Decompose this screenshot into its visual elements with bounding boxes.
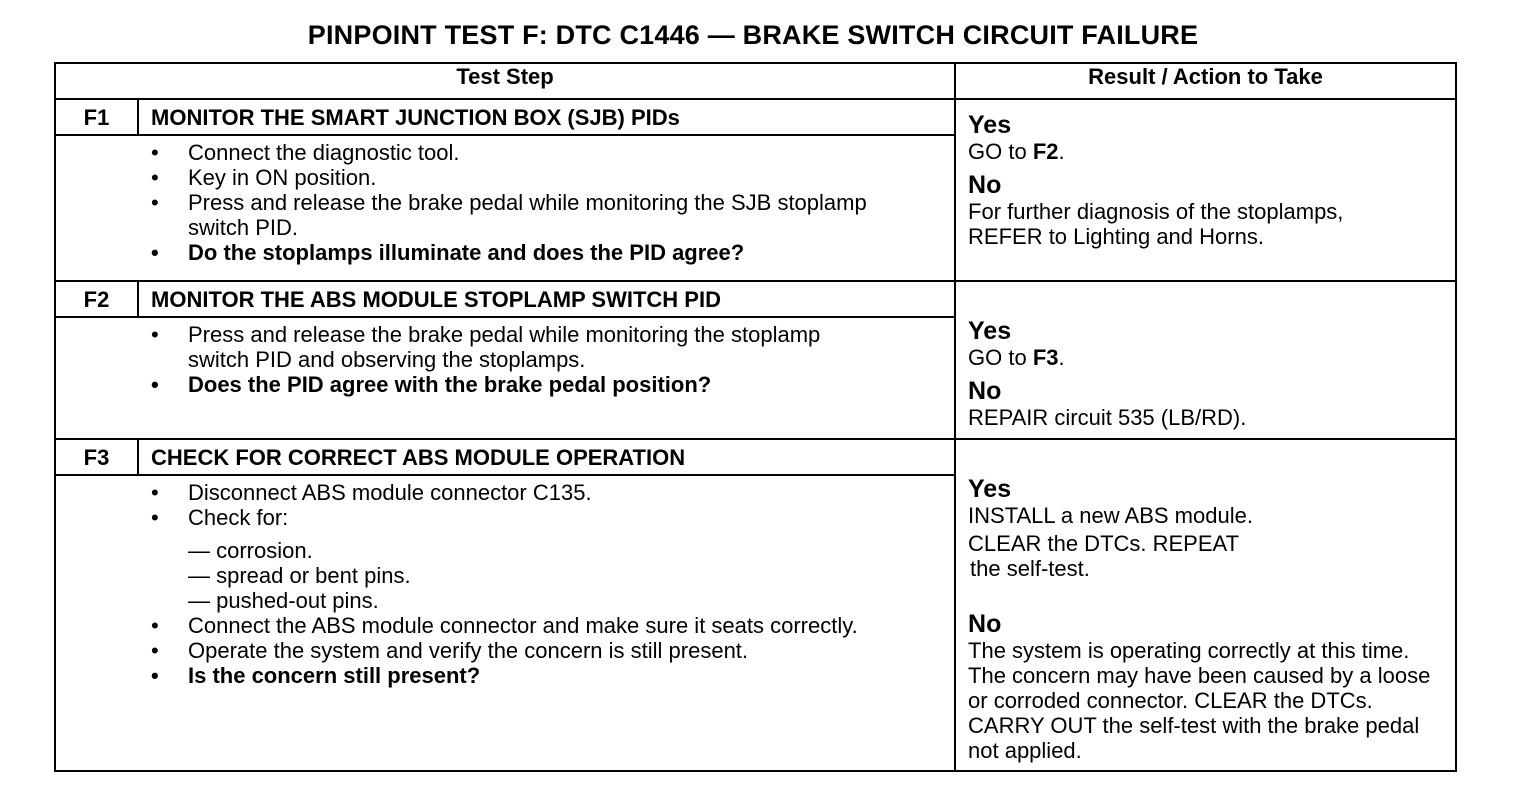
yes-action-f2: GO to F3.	[968, 345, 1065, 370]
yes-label-f3: Yes	[968, 475, 1012, 503]
step-heading-f2: MONITOR THE ABS MODULE STOPLAMP SWITCH PID	[138, 281, 955, 317]
no-label-f3: No	[968, 610, 1002, 638]
list-item: • Connect the ABS module connector and make sure it seats correctly.	[151, 613, 858, 638]
list-item: • Press and release the brake pedal while monitoring the SJB stoplamp switch PID.	[151, 190, 867, 240]
no-label-f2: No	[968, 377, 1002, 405]
step-question-f3: • Is the concern still present?	[151, 663, 481, 688]
yes-label-f1: Yes	[968, 111, 1012, 139]
list-item: — spread or bent pins.	[188, 563, 411, 588]
no-action-f2: REPAIR circuit 535 (LB/RD).	[968, 405, 1247, 430]
header-result: Result / Action to Take	[955, 63, 1456, 99]
step-body-f3	[138, 475, 955, 771]
step-heading-f3: CHECK FOR CORRECT ABS MODULE OPERATION	[138, 439, 955, 475]
step-id-f1: F1	[55, 99, 138, 135]
step-body-f1	[138, 135, 955, 281]
step-question-f1: • Do the stoplamps illuminate and does the PID agree?	[151, 240, 745, 265]
list-item: — corrosion.	[188, 538, 313, 563]
step-heading-f1: MONITOR THE SMART JUNCTION BOX (SJB) PIDs	[138, 99, 955, 135]
step-f2-heading-row	[55, 281, 1456, 317]
step-f3-heading-row	[55, 439, 1456, 475]
step-result-f2	[955, 281, 1456, 439]
list-item: • Press and release the brake pedal while monitoring the stoplamp switch PID and observing the stoplamps.	[151, 322, 821, 372]
list-item: • Key in ON position.	[151, 165, 377, 190]
page-title: PINPOINT TEST F: DTC C1446 — BRAKE SWITCH CIRCUIT FAILURE	[307, 20, 1199, 50]
yes-action-f1: GO to F2.	[968, 139, 1065, 164]
step-id-f2: F2	[55, 281, 138, 317]
yes-action-f3: INSTALL a new ABS module.	[968, 503, 1253, 528]
yes-label-f2: Yes	[968, 317, 1012, 345]
pinpoint-test-table	[54, 62, 1457, 772]
step-body-f2	[138, 317, 955, 439]
yes-action2-f3: CLEAR the DTCs. REPEAT	[968, 531, 1240, 556]
list-item: • Disconnect ABS module connector C135.	[151, 480, 592, 505]
step-result-f3	[955, 439, 1456, 771]
no-action-f1: For further diagnosis of the stoplamps, REFER to Lighting and Horns.	[968, 199, 1344, 249]
no-action-f3: The system is operating correctly at this time. The concern may have been caused by a loose or corroded connector. CLEAR the DTCs. CARRY OUT the self-test with the brake pedal not applied.	[968, 638, 1431, 763]
list-item: — pushed-out pins.	[188, 588, 379, 613]
table-header-row	[55, 63, 1456, 99]
step-f1-heading-row	[55, 99, 1456, 135]
step-result-f1	[955, 99, 1456, 281]
list-item: • Operate the system and verify the concern is still present.	[151, 638, 749, 663]
step-question-f2: • Does the PID agree with the brake pedal position?	[151, 372, 712, 397]
step-id-f3: F3	[55, 439, 138, 475]
list-item: • Check for:	[151, 505, 289, 530]
no-label-f1: No	[968, 171, 1002, 199]
header-test-step: Test Step	[55, 63, 955, 99]
yes-action3-f3: the self-test.	[970, 556, 1090, 581]
list-item: • Connect the diagnostic tool.	[151, 140, 460, 165]
